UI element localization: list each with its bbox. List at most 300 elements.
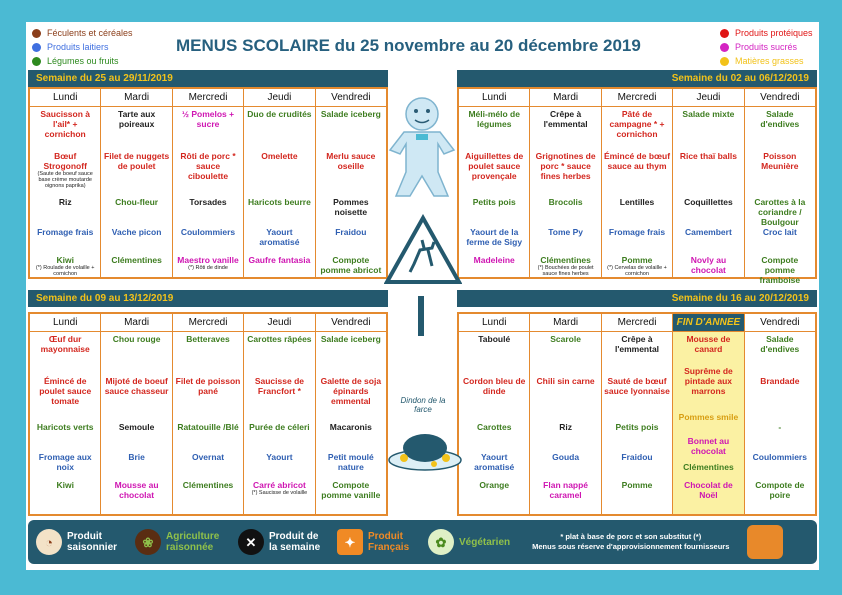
menu-item-label: Carré abricot	[252, 480, 306, 490]
menu-item-label: Filet de nuggets de poulet	[104, 151, 170, 171]
menu-item-note: (*) Cervelas de volaille + cornichon	[607, 265, 667, 277]
menu-item	[316, 452, 386, 480]
menu-item	[459, 151, 529, 197]
footer-note-line: * plat à base de porc et son substitut (*)	[560, 532, 702, 541]
week-grid	[28, 312, 388, 516]
sign-caption: Passage de renne	[390, 284, 456, 293]
footer-item	[238, 529, 329, 555]
menu-item	[316, 422, 386, 452]
legend-label: Matières grasses	[735, 56, 804, 66]
menu-item-label: Yaourt aromatisé	[259, 227, 300, 247]
reindeer-sign-icon	[384, 214, 462, 288]
menu-item-label: Merlu sauce oseille	[326, 151, 376, 171]
menu-item	[101, 480, 171, 506]
menu-item	[244, 227, 314, 255]
footer-item	[337, 529, 420, 555]
menu-item	[745, 334, 815, 376]
menu-item	[745, 197, 815, 227]
menu-item-label: Cordon bleu de dinde	[463, 376, 526, 396]
menu-item-label: Fromage aux noix	[38, 452, 92, 472]
green-dot-icon	[32, 57, 41, 66]
day-header: Vendredi	[316, 89, 386, 107]
day-header: Mercredi	[602, 89, 672, 107]
menu-item	[673, 151, 743, 197]
legend-item	[720, 40, 813, 54]
menu-item	[745, 151, 815, 197]
day-column	[30, 314, 101, 514]
day-column	[745, 314, 815, 514]
menu-item	[530, 480, 600, 506]
france-icon: ✦	[337, 529, 363, 555]
menu-item-label: Kiwi	[56, 255, 74, 265]
menu-item-label: Brie	[128, 452, 145, 462]
menu-item	[244, 376, 314, 422]
menu-item-note: (*) Roulade de volaille + cornichon	[35, 265, 95, 277]
page-title: MENUS SCOLAIRE du 25 novembre au 20 décembre 2019	[176, 36, 641, 55]
menu-item-label: Maestro vanille	[177, 255, 239, 265]
menu-item-label: Riz	[58, 197, 72, 207]
brown-dot-icon	[32, 29, 41, 38]
menu-item-label: Fraidou	[335, 227, 367, 237]
footer-item	[36, 529, 127, 555]
menu-item	[244, 334, 314, 376]
menu-item-label: Salade d'endives	[760, 109, 800, 129]
footer-note	[532, 532, 729, 552]
menu-item	[30, 376, 100, 422]
menu-item-label: Bonnet au chocolat	[687, 436, 730, 456]
menu-item-label: Scarole	[550, 334, 581, 344]
menu-item	[173, 255, 243, 281]
footer-item	[428, 529, 510, 555]
menu-item	[30, 452, 100, 480]
menu-item	[101, 109, 171, 151]
menu-item-label: Pâté de campagne * + cornichon	[609, 109, 665, 139]
menu-item-label: Chocolat de Noël	[684, 480, 733, 500]
day-header: Mercredi	[602, 314, 672, 332]
day-header: Lundi	[30, 89, 100, 107]
menu-item-label: Coquillettes	[684, 197, 733, 207]
menu-item	[602, 227, 672, 255]
menu-item	[101, 422, 171, 452]
menu-item-label: Grignotines de porc * sauce fines herbes	[535, 151, 596, 181]
menu-item	[530, 197, 600, 227]
footer-label: Agriculture raisonnée	[166, 531, 220, 553]
menu-item	[316, 197, 386, 227]
menu-item	[745, 452, 815, 480]
menu-item-label: Sauté de bœuf sauce lyonnaise	[604, 376, 670, 396]
menu-item	[673, 462, 743, 480]
menu-item	[530, 227, 600, 255]
menu-item	[745, 227, 815, 255]
legend-label: Féculents et céréales	[47, 28, 133, 38]
menu-item	[173, 334, 243, 376]
menu-item	[244, 109, 314, 151]
week-header: Semaine du 25 au 29/11/2019	[28, 70, 388, 87]
menu-item-label: Chili sin carne	[536, 376, 595, 386]
gingerbread-icon	[382, 92, 462, 202]
menu-item	[101, 151, 171, 197]
legend-label: Produits laitiers	[47, 42, 109, 52]
menu-item	[30, 334, 100, 376]
week-grid	[457, 87, 817, 285]
menu-item	[673, 255, 743, 281]
week-grid	[457, 312, 817, 516]
menu-item	[673, 436, 743, 462]
menu-item-label: Poisson Meunière	[761, 151, 799, 171]
turkey-dish-icon	[386, 420, 464, 472]
menu-item-label: Duo de crudités	[247, 109, 312, 119]
menu-item-label: Betteraves	[186, 334, 230, 344]
week-header: Semaine du 16 au 20/12/2019	[457, 290, 817, 307]
menu-item	[30, 480, 100, 506]
yellow-dot-icon	[720, 57, 729, 66]
day-column	[101, 314, 172, 514]
footer-label: Produit Français	[368, 531, 410, 553]
menu-item-label: Yaourt	[266, 452, 293, 462]
menu-item-label: Compote pomme abricot	[320, 255, 382, 275]
sign-post	[418, 296, 424, 336]
day-header: FIN D'ANNEE	[673, 314, 743, 332]
menu-item-label: Overnat	[191, 452, 225, 462]
menu-item	[602, 151, 672, 197]
menu-item-label: Pomme	[621, 255, 653, 265]
day-header: Jeudi	[673, 89, 743, 107]
menu-item	[530, 376, 600, 422]
day-header: Mardi	[530, 314, 600, 332]
menu-item	[602, 452, 672, 480]
day-header: Mardi	[101, 89, 171, 107]
week-header: Semaine du 09 au 13/12/2019	[28, 290, 388, 307]
footer-note-line: Menus sous réserve d'approvisionnement fournisseurs	[532, 542, 730, 551]
menu-item	[459, 255, 529, 281]
legend-right	[720, 26, 813, 68]
menu-item-label: Fromage frais	[608, 227, 666, 237]
menu-item-label: Salade d'endives	[760, 334, 800, 354]
menu-item-label: Semoule	[118, 422, 155, 432]
menu-item-label: Yaourt aromatisé	[474, 452, 515, 472]
menu-item-label: Taboulé	[478, 334, 511, 344]
week-grid	[28, 87, 388, 279]
menu-item	[30, 109, 100, 151]
menu-item-label: Kiwi	[56, 480, 74, 490]
menu-item-label: Carottes râpées	[247, 334, 312, 344]
menu-item	[101, 452, 171, 480]
menu-item-label: Gouda	[552, 452, 580, 462]
menu-item	[316, 334, 386, 376]
day-column	[316, 314, 386, 514]
menu-item	[316, 255, 386, 281]
day-column	[530, 89, 601, 277]
menu-item	[316, 376, 386, 422]
menu-item-label: Lentilles	[619, 197, 655, 207]
menu-item	[530, 151, 600, 197]
menu-item-label: Carottes	[476, 422, 512, 432]
day-header: Lundi	[459, 89, 529, 107]
menu-item-label: Chou rouge	[112, 334, 161, 344]
day-column	[745, 89, 815, 285]
menu-item-label: Riz	[559, 422, 572, 432]
menu-item	[173, 452, 243, 480]
menu-item	[602, 197, 672, 227]
menu-item	[173, 376, 243, 422]
menu-item-label: -	[778, 422, 782, 432]
menu-item-label: Émincé de poulet sauce tomate	[39, 376, 92, 406]
menu-item	[30, 227, 100, 255]
legend-label: Produits protéiques	[735, 28, 813, 38]
menu-item-label: Crêpe à l'emmental	[614, 334, 660, 354]
menu-item	[459, 109, 529, 151]
menu-item	[101, 227, 171, 255]
menu-item-label: Salade iceberg	[320, 334, 381, 344]
menu-item	[602, 334, 672, 376]
menu-item	[173, 109, 243, 151]
menu-item-label: Brocolis	[548, 197, 583, 207]
menu-item	[316, 151, 386, 197]
menu-item	[459, 480, 529, 506]
menu-item	[673, 109, 743, 151]
menu-item	[101, 255, 171, 281]
menu-item-label: Carottes à la coriandre / Boulgour	[754, 197, 806, 227]
menu-item-label: Clémentines	[111, 255, 162, 265]
footer-legend	[28, 520, 817, 564]
menu-item	[673, 334, 743, 366]
day-header: Lundi	[30, 314, 100, 332]
menu-item-label: Tarte aux poireaux	[118, 109, 156, 129]
menu-item-label: Haricots beurre	[248, 197, 311, 207]
menu-item-label: Chou-fleur	[115, 197, 159, 207]
menu-item-label: Pommes noisette	[333, 197, 369, 217]
menu-item-label: Galette de soja épinards emmental	[320, 376, 382, 406]
menu-item-label: Mousse de canard	[686, 334, 731, 354]
seasonal-icon: ◔	[36, 529, 62, 555]
day-header: Jeudi	[244, 89, 314, 107]
menu-item	[244, 480, 314, 506]
menu-item	[745, 480, 815, 506]
menu-item-note: (Saute de boeuf sauce base crème moutarde oignons paprika)	[37, 171, 93, 189]
menu-item-note: (*) Saucisse de volaille	[251, 490, 308, 496]
menu-item-label: Salade iceberg	[320, 109, 381, 119]
menu-item-label: Clémentines	[540, 255, 591, 265]
day-column	[173, 89, 244, 277]
menu-item	[244, 151, 314, 197]
menu-item-label: ½ Pomelos + sucre	[181, 109, 235, 129]
menu-item	[530, 255, 600, 281]
menu-item	[673, 227, 743, 255]
blue-dot-icon	[32, 43, 41, 52]
menu-item-note: (*) Bouchées de poulet sauce fines herbes	[537, 265, 594, 277]
menu-item	[244, 422, 314, 452]
agriculture-icon: ❀	[135, 529, 161, 555]
menu-item	[244, 452, 314, 480]
day-column	[101, 89, 172, 277]
menu-item	[30, 151, 100, 197]
menu-item	[316, 227, 386, 255]
menu-item-label: Tome Py	[548, 227, 583, 237]
menu-item	[459, 197, 529, 227]
menu-item-label: Coulommiers	[752, 452, 807, 462]
day-column	[459, 314, 530, 514]
day-column	[673, 89, 744, 277]
menu-item	[173, 480, 243, 506]
legend-item	[32, 26, 133, 40]
legend-item	[720, 54, 813, 68]
day-header: Mardi	[530, 89, 600, 107]
menu-item-label: Compote de poire	[755, 480, 805, 500]
menu-item-label: Salade mixte	[682, 109, 735, 119]
day-header: Jeudi	[244, 314, 314, 332]
menu-item	[316, 109, 386, 151]
day-column	[30, 89, 101, 277]
footer-label: Produit de la semaine	[269, 531, 321, 553]
menu-item-label: Aiguillettes de poulet sauce provençale	[465, 151, 524, 181]
legend-label: Produits sucrés	[735, 42, 798, 52]
menu-item-label: Vache picon	[111, 227, 162, 237]
menu-item-label: Clémentines	[182, 480, 234, 490]
day-column	[316, 89, 386, 277]
menu-item-label: Coulommiers	[180, 227, 236, 237]
menu-item-label: Œuf dur mayonnaise	[40, 334, 90, 354]
pink-dot-icon	[720, 43, 729, 52]
day-column	[459, 89, 530, 277]
day-column	[530, 314, 601, 514]
menu-item-label: Compote pomme framboise	[759, 255, 801, 285]
footer-item	[135, 529, 230, 555]
day-header: Mercredi	[173, 89, 243, 107]
menu-item	[459, 227, 529, 255]
menu-item	[530, 109, 600, 151]
menu-item-label: Torsades	[189, 197, 227, 207]
menu-item	[101, 376, 171, 422]
menu-item	[30, 255, 100, 281]
menu-item-label: Crêpe à l'emmental	[543, 109, 588, 129]
menu-item-label: Compote pomme vanille	[321, 480, 381, 500]
menu-item-label: Bœuf Strogonoff	[43, 151, 87, 171]
menu-item-label: Pomme	[621, 480, 653, 490]
vegetarian-icon: ✿	[428, 529, 454, 555]
kids-logo-icon	[747, 525, 783, 559]
menu-item-label: Fraidou	[621, 452, 653, 462]
menu-item-label: Flan nappé caramel	[543, 480, 589, 500]
day-header: Lundi	[459, 314, 529, 332]
menu-item-label: Rice thaï balls	[679, 151, 737, 161]
legend-item	[32, 40, 133, 54]
menu-item	[530, 422, 600, 452]
day-column	[244, 314, 315, 514]
day-header: Mardi	[101, 314, 171, 332]
menu-item	[101, 197, 171, 227]
menu-item-note: (*) Rôti de dinde	[188, 265, 228, 271]
menu-item	[459, 334, 529, 376]
day-column	[602, 89, 673, 277]
legend-item	[32, 54, 133, 68]
menu-item-label: Yaourt de la ferme de Sigy	[466, 227, 523, 247]
menu-item	[673, 412, 743, 436]
menu-item	[602, 480, 672, 506]
menu-item-label: Fromage frais	[37, 227, 94, 237]
menu-item	[602, 376, 672, 422]
dish-sign: Dindon de la farce	[398, 394, 448, 416]
legend-item	[720, 26, 813, 40]
menu-item	[602, 255, 672, 281]
cutlery-icon: ✕	[238, 529, 264, 555]
menu-item-label: Orange	[479, 480, 510, 490]
menu-item-label: Filet de poisson pané	[175, 376, 241, 396]
menu-item	[316, 480, 386, 506]
menu-item	[745, 109, 815, 151]
menu-item-label: Clémentines	[683, 462, 734, 472]
menu-item	[673, 366, 743, 412]
menu-item-label: Gaufre fantasia	[248, 255, 311, 265]
menu-item	[173, 422, 243, 452]
menu-item-label: Suprême de pintade aux marrons	[684, 366, 733, 396]
menu-item	[459, 422, 529, 452]
day-header: Mercredi	[173, 314, 243, 332]
day-column	[173, 314, 244, 514]
day-header: Vendredi	[745, 314, 815, 332]
day-header: Vendredi	[745, 89, 815, 107]
menu-item-label: Pommes smile	[678, 412, 739, 422]
menu-item	[530, 452, 600, 480]
menu-item	[673, 480, 743, 510]
menu-item-label: Saucisse de Francfort *	[254, 376, 304, 396]
menu-item-label: Macaronis	[329, 422, 372, 432]
menu-item	[530, 334, 600, 376]
day-column	[673, 314, 744, 514]
menu-item-label: Petits pois	[472, 197, 516, 207]
menu-item-label: Ratatouille /Blé	[177, 422, 239, 432]
menu-item-label: Novly au chocolat	[690, 255, 727, 275]
menu-item	[602, 422, 672, 452]
menu-item	[30, 197, 100, 227]
menu-item-label: Méli-mélo de légumes	[468, 109, 520, 129]
menu-item-label: Haricots verts	[36, 422, 94, 432]
menu-item	[602, 109, 672, 151]
menu-item	[101, 334, 171, 376]
day-header: Vendredi	[316, 314, 386, 332]
menu-item-label: Rôti de porc * sauce ciboulette	[180, 151, 236, 181]
week-header: Semaine du 02 au 06/12/2019	[457, 70, 817, 87]
menu-item-label: Petits pois	[615, 422, 659, 432]
menu-item	[745, 376, 815, 422]
day-column	[244, 89, 315, 277]
menu-item	[745, 422, 815, 452]
menu-item	[173, 227, 243, 255]
menu-item-label: Brandade	[760, 376, 800, 386]
day-column	[602, 314, 673, 514]
menu-page	[26, 22, 819, 570]
menu-item	[244, 197, 314, 227]
legend-left	[32, 26, 133, 68]
menu-item	[244, 255, 314, 281]
menu-item-label: Mijoté de boeuf sauce chasseur	[104, 376, 169, 396]
menu-item	[459, 452, 529, 480]
footer-label: Produit saisonnier	[67, 531, 118, 553]
red-dot-icon	[720, 29, 729, 38]
menu-item-label: Saucisson à l'ail* + cornichon	[40, 109, 90, 139]
menu-item-label: Mousse au chocolat	[114, 480, 159, 500]
menu-item-label: Émincé de bœuf sauce au thym	[603, 151, 671, 171]
menu-item	[173, 151, 243, 197]
menu-item-label: Madeleine	[473, 255, 515, 265]
menu-item-label: Croc lait	[762, 227, 797, 237]
menu-item-label: Purée de céleri	[249, 422, 310, 432]
menu-item	[173, 197, 243, 227]
menu-item-label: Petit moulé nature	[327, 452, 374, 472]
menu-item-label: Camembert	[685, 227, 732, 237]
footer-label: Végétarien	[459, 536, 511, 548]
legend-label: Légumes ou fruits	[47, 56, 119, 66]
menu-item-label: Omelette	[261, 151, 298, 161]
